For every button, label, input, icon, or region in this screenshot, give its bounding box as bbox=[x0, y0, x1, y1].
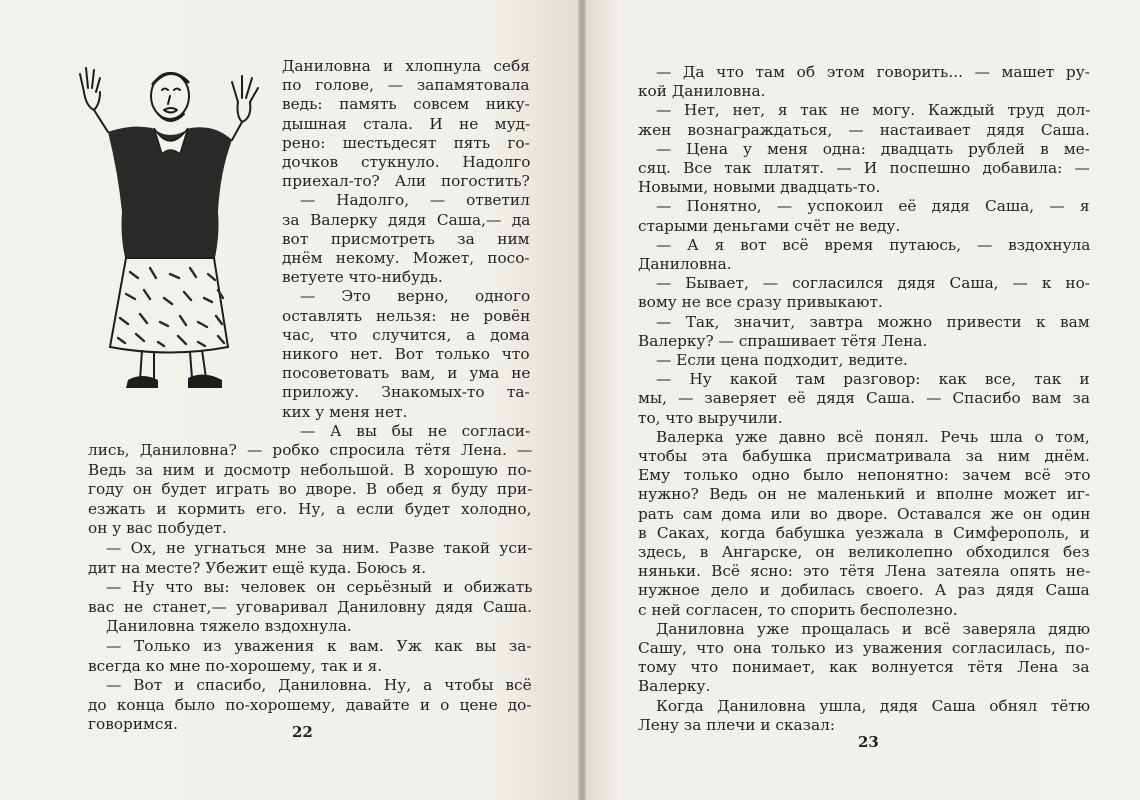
text-line: то, что выручили. bbox=[638, 408, 783, 427]
text-line: говоримся. bbox=[88, 715, 179, 734]
text-line: — Цена у меня одна: двадцать рублей в ме- bbox=[656, 139, 1090, 158]
text-line: вому не все сразу привыкают. bbox=[638, 293, 883, 312]
text-line: до конца было по-хорошему, давайте и о цене до- bbox=[88, 695, 532, 714]
text-line: — Ну какой там разговор: как все, так и bbox=[656, 370, 1090, 389]
text-line: с ней согласен, то спорить бесполезно. bbox=[638, 600, 958, 619]
text-line: — Если цена подходит, ведите. bbox=[656, 351, 908, 369]
text-line: — Да что там об этом говорить... — машет ру- bbox=[656, 63, 1090, 81]
text-line: приложу. Знакомых-то та- bbox=[282, 383, 530, 402]
text-line: жен вознаграждаться, — настаивает дядя Саша. bbox=[638, 120, 1090, 139]
text-line: — Бывает, — согласился дядя Саша, — к но- bbox=[656, 274, 1090, 293]
text-line: нужно? Ведь он не маленький и вполне может иг- bbox=[638, 485, 1090, 504]
text-line: Лену за плечи и сказал: bbox=[638, 715, 835, 734]
text-line: дочков стукнуло. Надолго bbox=[282, 153, 531, 171]
text-line: тому что понимает, как волнуется тётя Лена за bbox=[638, 658, 1090, 677]
text-line: — Так, значит, завтра можно привести к вам bbox=[656, 312, 1090, 331]
text-line: вот присмотреть за ним bbox=[282, 229, 530, 248]
text-line: рено: шестьдесят пять го- bbox=[282, 133, 530, 152]
text-line: вас не станет,— уговаривал Даниловну дядя Саша. bbox=[88, 597, 532, 616]
text-line: Даниловна уже прощалась и всё заверяла дядю bbox=[656, 619, 1091, 638]
text-line: Даниловна и хлопнула себя bbox=[282, 57, 530, 75]
old-woman-illustration bbox=[70, 62, 270, 407]
text-line: Даниловна. bbox=[638, 255, 732, 273]
text-line: — Надолго, — ответил bbox=[300, 191, 530, 210]
text-line: — Понятно, — успокоил её дядя Саша, — я bbox=[656, 197, 1090, 216]
text-line: он у вас побудет. bbox=[88, 519, 227, 538]
text-line: никого нет. Вот только что bbox=[282, 345, 530, 363]
text-line: Валерку? — спрашивает тётя Лена. bbox=[638, 331, 928, 350]
text-line: — Нет, нет, я так не могу. Каждый труд дол- bbox=[656, 101, 1091, 120]
page-number-right: 23 bbox=[858, 733, 879, 751]
text-line: днём некому. Может, посо- bbox=[282, 249, 530, 267]
text-line: дит на месте? Убежит ещё куда. Боюсь я. bbox=[88, 558, 427, 577]
text-line: — Вот и спасибо, Даниловна. Ну, а чтобы всё bbox=[106, 676, 532, 695]
right-page bbox=[586, 0, 1140, 800]
text-line: здесь, в Ангарске, он великолепно обходился без bbox=[638, 543, 1090, 561]
text-line: — Это верно, одного bbox=[300, 287, 531, 306]
text-line: ких у меня нет. bbox=[282, 402, 408, 421]
text-line: рать сам дома или во дворе. Оставался же он один bbox=[638, 504, 1091, 523]
text-line: Ему только одно было непонятно: зачем всё это bbox=[638, 466, 1091, 485]
text-line: час, что случится, а дома bbox=[282, 325, 530, 344]
text-line: Сашу, что она только из уважения согласилась, по- bbox=[638, 639, 1090, 657]
text-line: Новыми, новыми двадцать-то. bbox=[638, 178, 881, 197]
text-line: Валерку. bbox=[638, 677, 711, 696]
text-line: — А я вот всё время путаюсь, — вздохнула bbox=[656, 235, 1091, 254]
text-line: оставлять нельзя: не ровён bbox=[282, 306, 531, 325]
text-line: году он будет играть во дворе. В обед я буду при- bbox=[88, 480, 533, 499]
text-line: сяц. Все так платят. — И поспешно добавила: — bbox=[638, 159, 1090, 177]
text-line: — Ох, не угнаться мне за ним. Разве такой уси- bbox=[106, 539, 533, 557]
text-line: Когда Даниловна ушла, дядя Саша обнял тётю bbox=[656, 696, 1091, 715]
text-line: всегда ко мне по-хорошему, так и я. bbox=[88, 656, 383, 675]
text-line: старыми деньгами счёт не веду. bbox=[638, 216, 901, 235]
text-line: кой Даниловна. bbox=[638, 82, 766, 101]
text-line: езжать и кормить его. Ну, а если будет холодно, bbox=[88, 499, 532, 518]
text-line: ветуете что-нибудь. bbox=[282, 268, 443, 287]
text-line: нужное дело и добилась своего. А раз дядя Саша bbox=[638, 581, 1090, 600]
text-line: — А вы бы не согласи- bbox=[300, 421, 531, 440]
text-line: посоветовать вам, и ума не bbox=[282, 364, 531, 383]
text-line: — Только из уважения к вам. Уж как вы за- bbox=[106, 637, 532, 655]
text-line: ведь: память совсем нику- bbox=[282, 95, 530, 114]
text-line: Ведь за ним и досмотр небольшой. В хорошую по- bbox=[88, 460, 532, 479]
page-number-left: 22 bbox=[292, 723, 313, 741]
book-gutter bbox=[578, 0, 586, 800]
text-line: Валерка уже давно всё понял. Речь шла о том, bbox=[656, 427, 1090, 446]
text-line: мы, — заверяет её дядя Саша. — Спасибо вам за bbox=[638, 389, 1090, 408]
text-line: в Саках, когда бабушка уезжала в Симферополь, и bbox=[638, 523, 1090, 542]
text-line: за Валерку дядя Саша,— да bbox=[282, 210, 531, 229]
text-line: няньки. Всё ясно: это тётя Лена затеяла опять не- bbox=[638, 562, 1091, 581]
text-line: чтобы эта бабушка присматривала за ним днём. bbox=[638, 447, 1090, 465]
text-line: дышная стала. И не муд- bbox=[282, 114, 531, 133]
text-line: Даниловна тяжело вздохнула. bbox=[106, 617, 352, 636]
text-line: лись, Даниловна? — робко спросила тётя Лена. — bbox=[88, 441, 533, 459]
text-line: по голове, — запамятовала bbox=[282, 76, 530, 95]
text-line: приехал-то? Али погостить? bbox=[282, 172, 530, 191]
text-line: — Ну что вы: человек он серьёзный и обижать bbox=[106, 578, 533, 597]
